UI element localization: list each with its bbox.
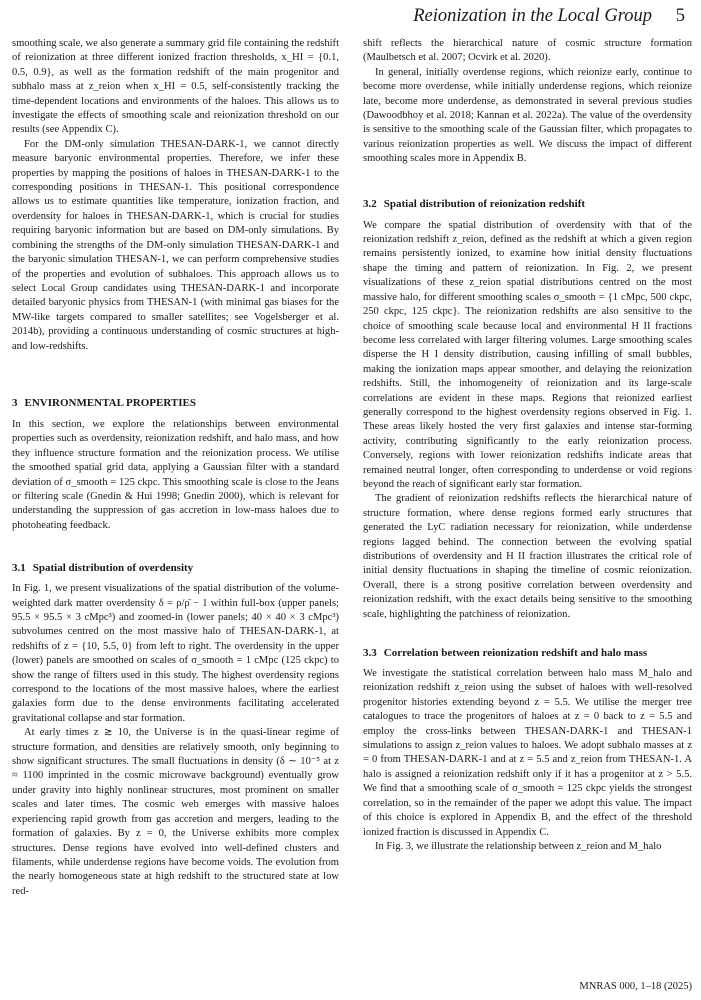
section-heading-3-3 bbox=[363, 646, 692, 660]
section-title: Spatial distribution of overdensity bbox=[32, 562, 194, 575]
section-title: ENVIRONMENTAL PROPERTIES bbox=[24, 396, 196, 409]
paragraph-hierarchical-shift: shift reflects the hierarchical nature of cosmic structure formation (Maulbetsch et al. 2007; Ocvirk et al. 2020). bbox=[363, 38, 692, 64]
paragraph-halo-mass-correlation: We investigate the statistical correlation between halo mass M_halo and reionization redshift z_reion using the subset of haloes with well-resolved progenitor histories extending beyond z = 5.5. We utilise the merger tree catalogues to trace the progenitors of haloes at z = 0 back to z = 5.5 and employ the cross-links between THESAN-DARK-1 and THESAN-1 simulations to assign z_reion values to haloes. We adopt subhalo masses at z = 0 from THESAN-DARK-1 and at z = 5.5 and z_reion from THESAN-1. A halo is assigned a reionization redshift only if it has a progenitor at z > 5.5. We find that a smoothing scale of σ_smooth = 125 ckpc yields the strongest correlation, so in the remainder of the paper we adopt this value. The impact of this choice is explored in Appendix B, and the effect of the threshold ionized fraction is discussed in Appendix C. bbox=[363, 668, 692, 838]
section-title: Correlation between reionization redshift and halo mass bbox=[383, 647, 648, 660]
section-heading-3-2 bbox=[363, 197, 692, 211]
paragraph-early-times: At early times z ≳ 10, the Universe is in the quasi-linear regime of structure formation, and densities are relatively smooth, only beginning to show significant structures. The small fluctuations in density (δ ∼ 10⁻⁵ at z ≈ 1100 imprinted in the cosmic microwave background) eventually grow under gravity into highly nonlinear structures, most prominent on smaller scales and later times. The cosmic web emerges with massive haloes experiencing rapid growth from gas accretion and mergers, leading to the formation of galaxies. By z = 0, the Universe exhibits more complex structures. Dense regions have evolved into well-defined clusters and filaments, while underdense regions have become voids. The evolution from the nearly homogeneous state at high redshift to the structured state at low red- bbox=[12, 727, 339, 897]
section-heading-3 bbox=[12, 396, 339, 410]
running-title: Reionization in the Local Group bbox=[413, 6, 652, 26]
paragraph-reionization-redshift: We compare the spatial distribution of overdensity with that of the reionization redshift z_reion, defined as the redshift at which a given region remains persistently ionized, to examine how initial density fluctuations shape the timing and pattern of reionization. In Fig. 2, we present visualizations of these z_reion spatial distributions centred on the most massive halo, for different smoothing scales σ_smooth = {1 cMpc, 500 ckpc, 250 ckpc, 125 ckpc}. The reionization redshifts are also sensitive to the choice of smoothing scale because local and environmental H II fractions become less correlated with larger filtering volumes. Large smoothing scales disperse the H I density distribution, causing infilling of small bubbles, making the ionization maps appear smoother, and delaying the reionization redshifts. Still, the inhomogeneity of reionization and its large-scale correlations are evident in these maps. Regions that reionized earliest generally correspond to the highest overdensity regions observed in Fig. 1. These areas likely hosted the very first galaxies and intense star-forming activity, contributing significantly to the early reionization process. Conversely, regions with lower reionization redshifts indicate areas that remained neutral longer, often corresponding to underdense or void regions beyond the reach of significant early star formation. bbox=[363, 219, 692, 490]
section-number: 3.1 bbox=[12, 562, 26, 575]
paragraph-smoothing-scale: smoothing scale, we also generate a summary grid file containing the redshift of reionization at three different ionized fraction thresholds, x_HI = {0.1, 0.5, 0.9}, as well as the formation redshift of the main progenitor and subhalo mass at z_reion when x_HI = 0.5, self-consistently tracking the time-dependent locations and environments of the haloes. This allows us to investigate the effects of smoothing scale and reionization threshold on our results (see Appendix C). bbox=[12, 38, 339, 136]
page-header bbox=[0, 6, 692, 26]
paragraph-dm-only: For the DM-only simulation THESAN-DARK-1, we cannot directly measure baryonic environmental properties. Therefore, we infer these properties by mapping the positions of haloes in THESAN-DARK-1 to the corresponding positions in THESAN-1. This positional correspondence allows us to estimate quantities like temperature, ionization fraction, and overdensity for haloes in THESAN-DARK-1, which is crucial for studies requiring baryonic information but are based on DM-only simulations. By combining the strengths of the DM-only simulation THESAN-DARK-1 and the baryonic simulation THESAN-1, we can perform comprehensive studies of the properties and evolution of subhaloes. This approach allows us to select Local Group candidates using THESAN-DARK-1 and incorporate detailed baryonic physics from THESAN-1 (with minimal gas biases for the MW-like targets compared to smaller satellites; see Vogelsberger et al. 2014b), providing a continuous understanding of cosmic structures at high- and low-redshifts. bbox=[12, 138, 339, 352]
left-column bbox=[12, 37, 339, 899]
paragraph-overdense-regions: In general, initially overdense regions, which reionize early, continue to become more overdense, while initially underdense regions, which reionize late, become more underdense, as demonstrated in several previous studies (Dawoodbhoy et al. 2018; Kannan et al. 2022a). The value of the overdensity is sensitive to the smoothing scale of the Gaussian filter, which propagates to various reionization properties as well. We discuss the impact of different smoothing scales more in Appendix B. bbox=[363, 66, 692, 165]
footer-journal-citation: MNRAS 000, 1–18 (2025) bbox=[579, 981, 692, 992]
paragraph-overdensity-fig1: In Fig. 1, we present visualizations of the spatial distribution of the volume-weighted dark matter overdensity δ = ρ/ρ̄ − 1 within full-box (upper panels; 95.5 × 95.5 × 3 cMpc³) and zoomed-in (lower panels; 40 × 40 × 3 cMpc³) subvolumes centred on the most massive halo of THESAN-DARK-1, at redshifts of z = {10, 5.5, 0} from left to right. The overdensity in the upper (lower) panels are smoothed on scales of σ_smooth = 1 cMpc (125 ckpc) to show the range of filters used in this study. The highest overdensity regions correspond to the locations of the most massive haloes, where the earliest galaxies form due to the dense environments facilitating accelerated gravitational collapse and star formation. bbox=[12, 583, 339, 724]
paragraph-section-3-intro: In this section, we explore the relationships between environmental properties such as overdensity, reionization redshift, and halo mass, and how they influence structure formation and the reionization process. We utilise the smoothed spatial grid data, applying a Gaussian filter with a standard deviation of σ_smooth = 125 ckpc. This smoothing scale is close to the Jeans or filtering scale (Gnedin & Hui 1998; Gnedin 2000), which is relevant for understanding the suppression of gas accretion in low-mass haloes due to photoheating feedback. bbox=[12, 418, 339, 531]
paragraph-fig3: In Fig. 3, we illustrate the relationship between z_reion and M_halo bbox=[375, 840, 662, 852]
section-number: 3.3 bbox=[363, 647, 377, 660]
section-number: 3 bbox=[12, 396, 18, 409]
section-number: 3.2 bbox=[363, 197, 377, 210]
paragraph-gradient: The gradient of reionization redshifts reflects the hierarchical nature of structure formation, where dense regions formed early structures that generated the LyC radiation necessary for reionization, while underdense regions lagged behind. The connection between the evolving spatial distributions of overdensity and H II fraction illustrates the critical role of initial density fluctuations in shaping the timeline of cosmic reionization. Overall, there is a strong positive correlation between overdensity and reionization redshift, with the exact details being sensitive to the smoothing scale, highlighting the patchiness of reionization. bbox=[363, 493, 692, 620]
page-number: 5 bbox=[675, 6, 685, 26]
section-title: Spatial distribution of reionization redshift bbox=[383, 197, 586, 210]
right-column bbox=[363, 37, 692, 854]
section-heading-3-1 bbox=[12, 561, 339, 575]
